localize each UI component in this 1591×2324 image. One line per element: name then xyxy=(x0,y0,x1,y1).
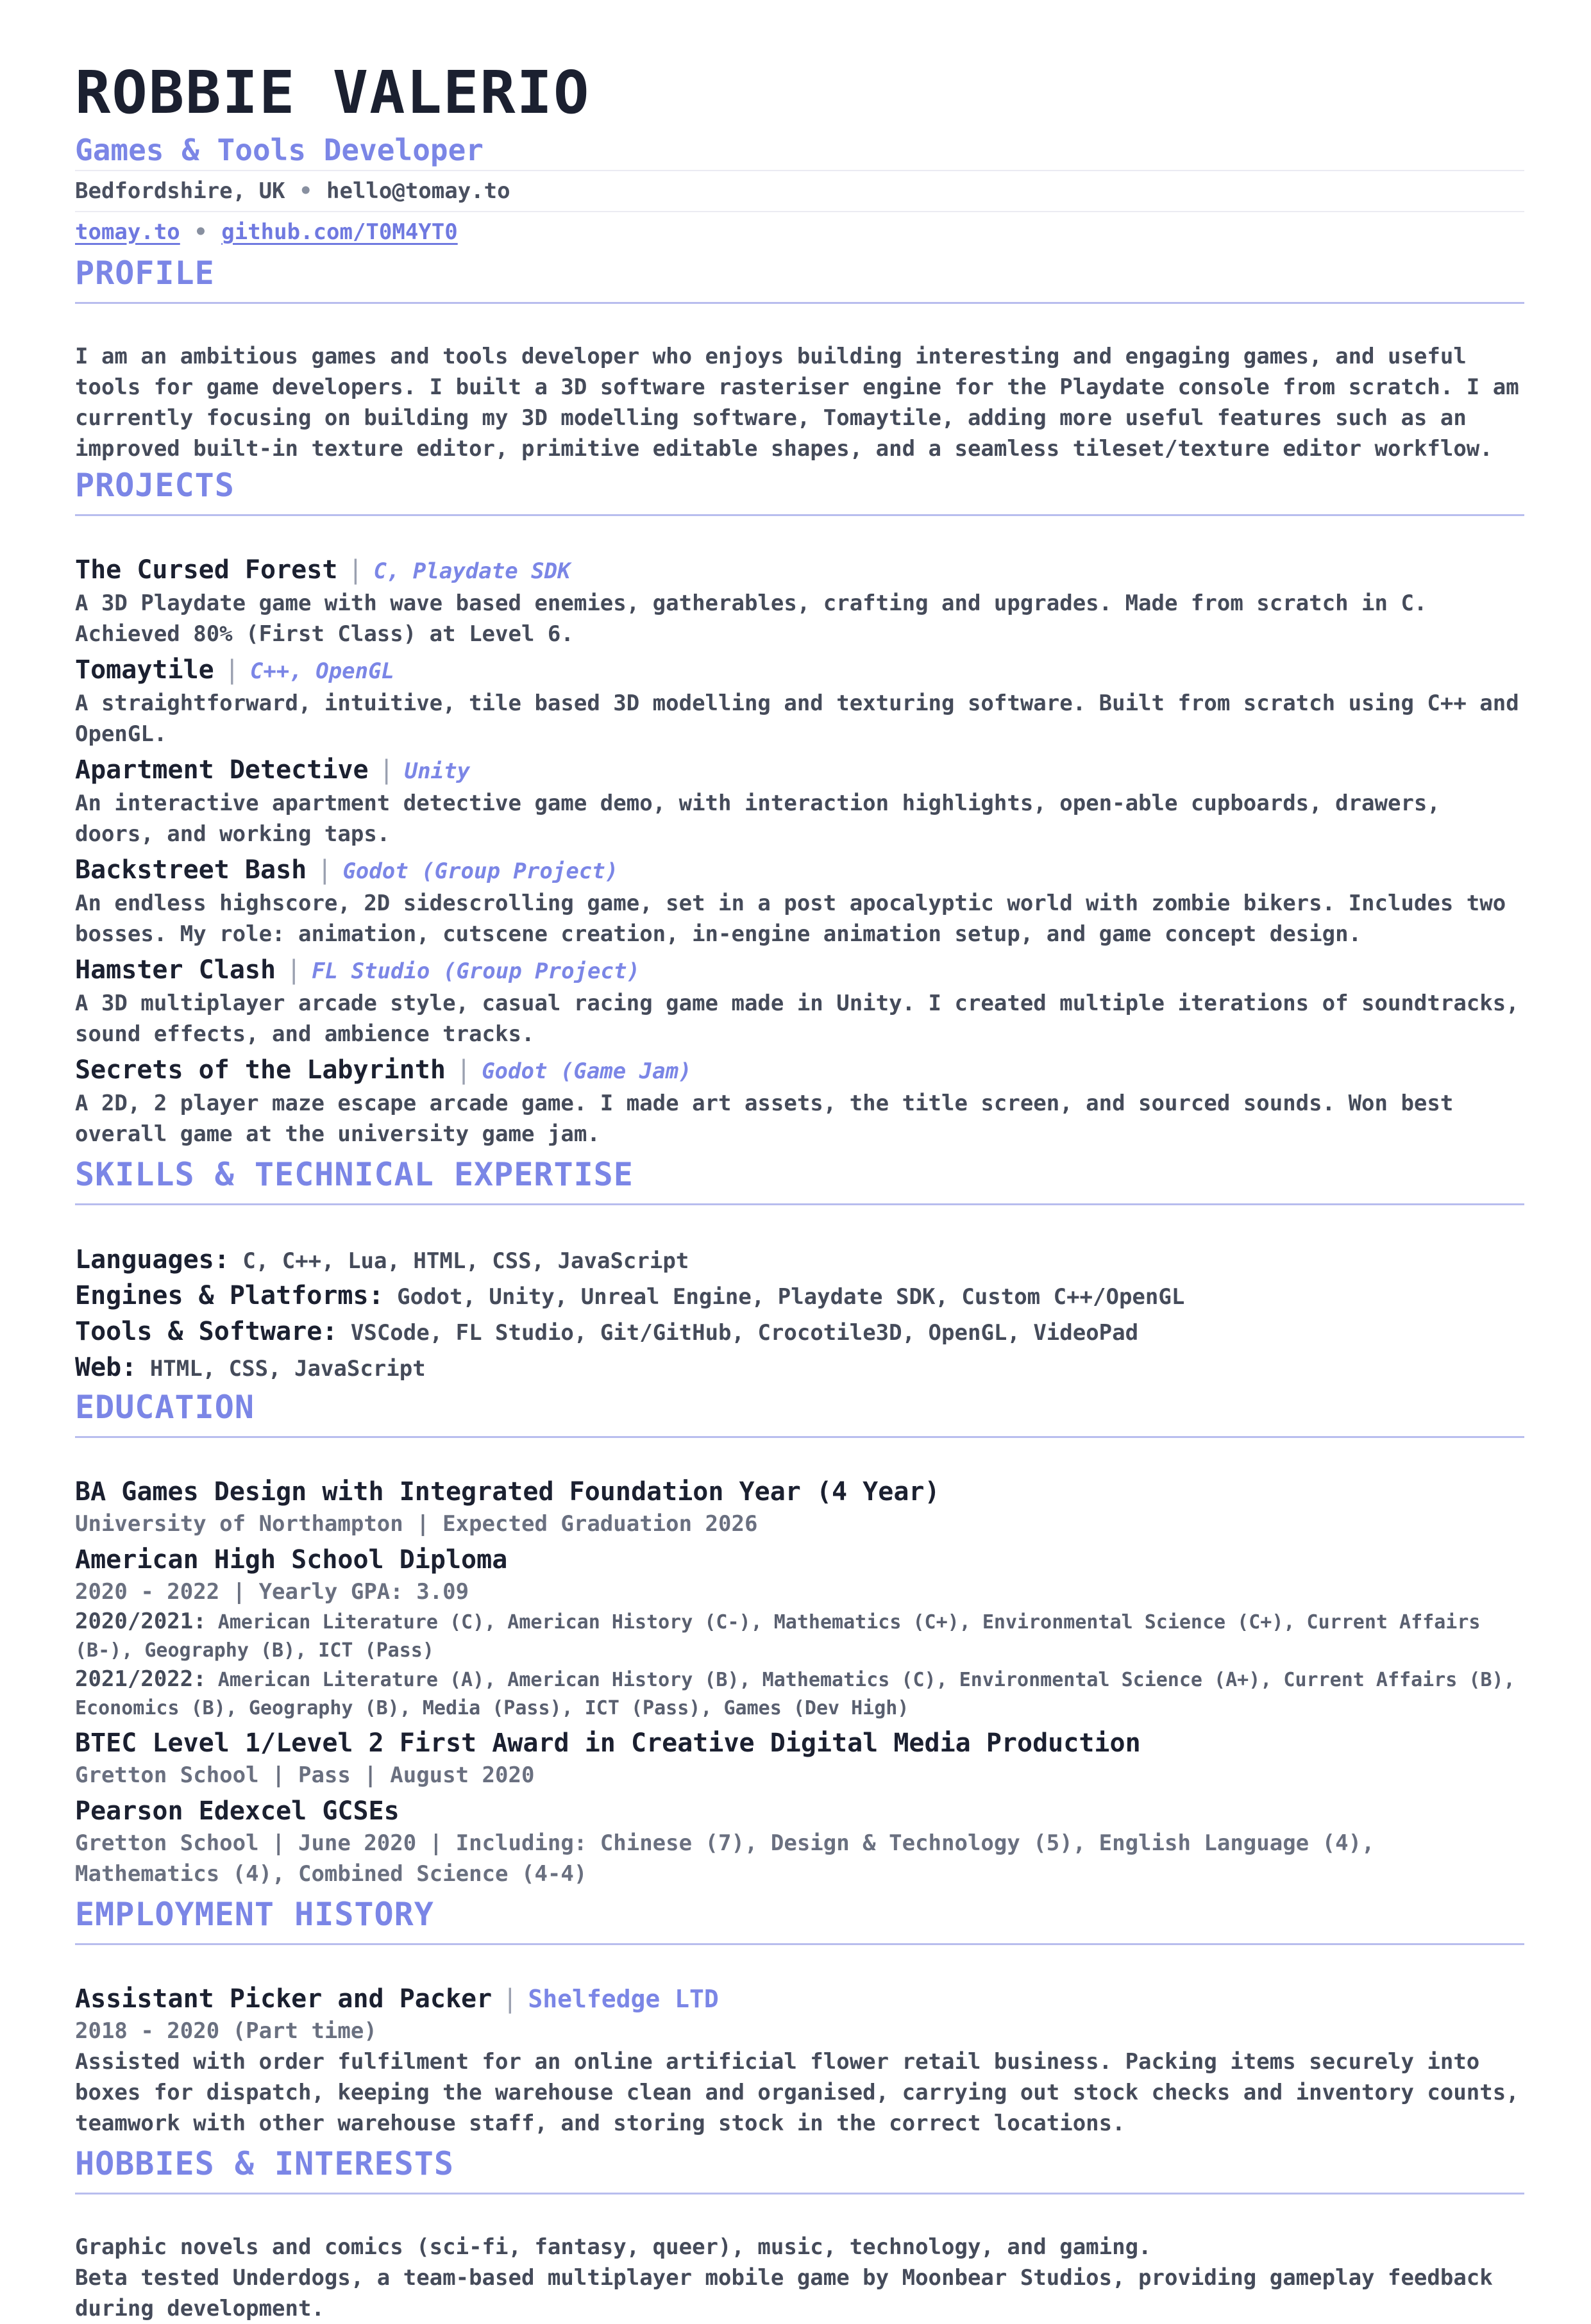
separator-dot: • xyxy=(194,219,208,245)
skill-value: Godot, Unity, Unreal Engine, Playdate SDK, Custom C++/OpenGL xyxy=(397,1284,1185,1310)
section-divider xyxy=(75,514,1524,516)
education-meta: Gretton School | Pass | August 2020 xyxy=(75,1762,535,1788)
project-tech: Godot (Game Jam) xyxy=(482,1058,692,1084)
project-item xyxy=(75,853,1524,949)
skill-row xyxy=(75,1242,1524,1278)
hobby-line: Graphic novels and comics (sci-fi, fantasy, queer), music, technology, and gaming. xyxy=(75,2234,1152,2260)
hobby-line: Beta tested Underdogs, a team-based multiplayer mobile game by Moonbear Studios, providing gameplay feedback during development. xyxy=(75,2265,1493,2321)
project-item xyxy=(75,953,1524,1049)
project-desc: A straightforward, intuitive, tile based 3D modelling and texturing software. Built from scratch using C++ and OpenGL. xyxy=(75,690,1519,747)
pipe-separator: | xyxy=(317,855,333,885)
resume-page xyxy=(75,58,1524,2324)
location-text: Bedfordshire, UK xyxy=(75,178,285,204)
employment-item xyxy=(75,1982,1524,2139)
education-item xyxy=(75,1794,1524,1889)
grades-year: 2021/2022: xyxy=(75,1666,206,1692)
section-divider xyxy=(75,1436,1524,1438)
skill-value: VSCode, FL Studio, Git/GitHub, Crocotile3D, OpenGL, VideoPad xyxy=(350,1320,1139,1346)
skill-row xyxy=(75,1278,1524,1314)
project-item xyxy=(75,753,1524,849)
education-meta: University of Northampton | Expected Graduation 2026 xyxy=(75,1511,758,1537)
separator-dot: • xyxy=(299,178,312,204)
project-item xyxy=(75,553,1524,649)
education-title: American High School Diploma xyxy=(75,1545,508,1575)
education-title: BTEC Level 1/Level 2 First Award in Creative Digital Media Production xyxy=(75,1728,1141,1758)
project-title: Backstreet Bash xyxy=(75,855,307,885)
grades-year: 2020/2021: xyxy=(75,1609,206,1634)
education-meta: Gretton School | June 2020 | Including: Chinese (7), Design & Technology (5), English Language (4), Mathematics (4), Combined Science (4-4) xyxy=(75,1830,1375,1887)
skill-value: C, C++, Lua, HTML, CSS, JavaScript xyxy=(242,1248,689,1274)
education-title: BA Games Design with Integrated Foundation Year (4 Year) xyxy=(75,1477,940,1507)
skill-row xyxy=(75,1350,1524,1386)
skill-label: Web: xyxy=(75,1353,137,1382)
pipe-separator: | xyxy=(502,1984,518,2014)
project-desc: A 3D multiplayer arcade style, casual racing game made in Unity. I created multiple iterations of soundtracks, sound effects, and ambience tracks. xyxy=(75,991,1519,1047)
profile-text: I am an ambitious games and tools developer who enjoys building interesting and engaging games, and useful tools for game developers. I built a 3D software rasteriser engine for the Playdate console from scratch. I am currently focusing on building my 3D modelling software, Tomaytile, adding more useful features such as an improved built-in texture editor, primitive editable shapes, and a seamless tileset/texture editor workflow. xyxy=(75,344,1519,462)
github-link[interactable]: github.com/T0M4YT0 xyxy=(221,219,458,245)
job-title: Assistant Picker and Packer xyxy=(75,1984,492,2014)
project-desc: A 3D Playdate game with wave based enemies, gatherables, crafting and upgrades. Made from scratch in C. Achieved 80% (First Class) at Level 6. xyxy=(75,590,1427,647)
website-link[interactable]: tomay.to xyxy=(75,219,180,245)
education-list xyxy=(75,1475,1524,1889)
section-title-education: EDUCATION xyxy=(75,1389,255,1426)
project-title: Apartment Detective xyxy=(75,755,369,785)
education-title: Pearson Edexcel GCSEs xyxy=(75,1796,400,1826)
section-title-hobbies: HOBBIES & INTERESTS xyxy=(75,2145,454,2182)
project-title: Hamster Clash xyxy=(75,955,276,985)
project-desc: A 2D, 2 player maze escape arcade game. I made art assets, the title screen, and sourced sounds. Won best overall game at the university game jam. xyxy=(75,1091,1454,1147)
project-desc: An endless highscore, 2D sidescrolling game, set in a post apocalyptic world with zombie bikers. Includes two bosses. My role: animation, cutscene creation, in-engine animation setup, and game concept design. xyxy=(75,890,1506,947)
section-title-skills: SKILLS & TECHNICAL EXPERTISE xyxy=(75,1156,634,1193)
grades-text: American Literature (A), American History (B), Mathematics (C), Environmental Science (A+), Current Affairs (B), Economics (B), Geography (B), Media (Pass), ICT (Pass), Games (Dev High) xyxy=(75,1669,1515,1719)
candidate-role: Games & Tools Developer xyxy=(75,133,484,167)
projects-list xyxy=(75,553,1524,1149)
project-tech: Godot (Group Project) xyxy=(342,858,619,884)
project-tech: C++, OpenGL xyxy=(249,658,395,684)
grades-text: American Literature (C), American History (C-), Mathematics (C+), Environmental Science (C+), Current Affairs (B-), Geography (B), ICT (Pass) xyxy=(75,1611,1481,1662)
pipe-separator: | xyxy=(224,655,240,685)
project-tech: C, Playdate SDK xyxy=(373,558,571,584)
skills-list xyxy=(75,1242,1524,1386)
skill-row xyxy=(75,1314,1524,1350)
project-item xyxy=(75,1053,1524,1149)
contact-row-links xyxy=(75,211,1524,252)
education-item xyxy=(75,1726,1524,1791)
project-title: Secrets of the Labyrinth xyxy=(75,1055,446,1085)
grades-row xyxy=(75,1607,1524,1665)
project-item xyxy=(75,653,1524,749)
skill-value: HTML, CSS, JavaScript xyxy=(149,1356,426,1382)
skill-label: Tools & Software: xyxy=(75,1317,338,1346)
section-divider xyxy=(75,1203,1524,1205)
section-divider xyxy=(75,1943,1524,1945)
section-divider xyxy=(75,2193,1524,2194)
section-divider xyxy=(75,302,1524,304)
education-meta: 2020 - 2022 | Yearly GPA: 3.09 xyxy=(75,1579,469,1605)
pipe-separator: | xyxy=(455,1055,472,1085)
job-desc: Assisted with order fulfilment for an online artificial flower retail business. Packing items securely into boxes for dispatch, keeping the warehouse clean and organised, carrying out stock checks and inventory counts, teamwork with other warehouse staff, and storing stock in the correct locations. xyxy=(75,2049,1519,2136)
project-tech: Unity xyxy=(404,758,471,784)
section-title-profile: PROFILE xyxy=(75,255,215,292)
company-name: Shelfedge LTD xyxy=(528,1985,719,2013)
project-desc: An interactive apartment detective game demo, with interaction highlights, open-able cupboards, drawers, doors, and working taps. xyxy=(75,790,1440,847)
grades-row xyxy=(75,1665,1524,1723)
skill-label: Engines & Platforms: xyxy=(75,1281,384,1310)
pipe-separator: | xyxy=(348,555,364,585)
education-item xyxy=(75,1475,1524,1539)
education-item xyxy=(75,1543,1524,1723)
candidate-name: ROBBIE VALERIO xyxy=(75,58,591,127)
project-title: Tomaytile xyxy=(75,655,214,685)
project-tech: FL Studio (Group Project) xyxy=(312,958,640,984)
pipe-separator: | xyxy=(286,955,302,985)
contact-row-location xyxy=(75,170,1524,211)
section-title-employment: EMPLOYMENT HISTORY xyxy=(75,1896,434,1933)
email-text: hello@tomay.to xyxy=(326,178,510,204)
project-title: The Cursed Forest xyxy=(75,555,338,585)
section-title-projects: PROJECTS xyxy=(75,467,235,504)
skill-label: Languages: xyxy=(75,1245,230,1275)
pipe-separator: | xyxy=(378,755,394,785)
job-dates: 2018 - 2020 (Part time) xyxy=(75,2018,377,2044)
